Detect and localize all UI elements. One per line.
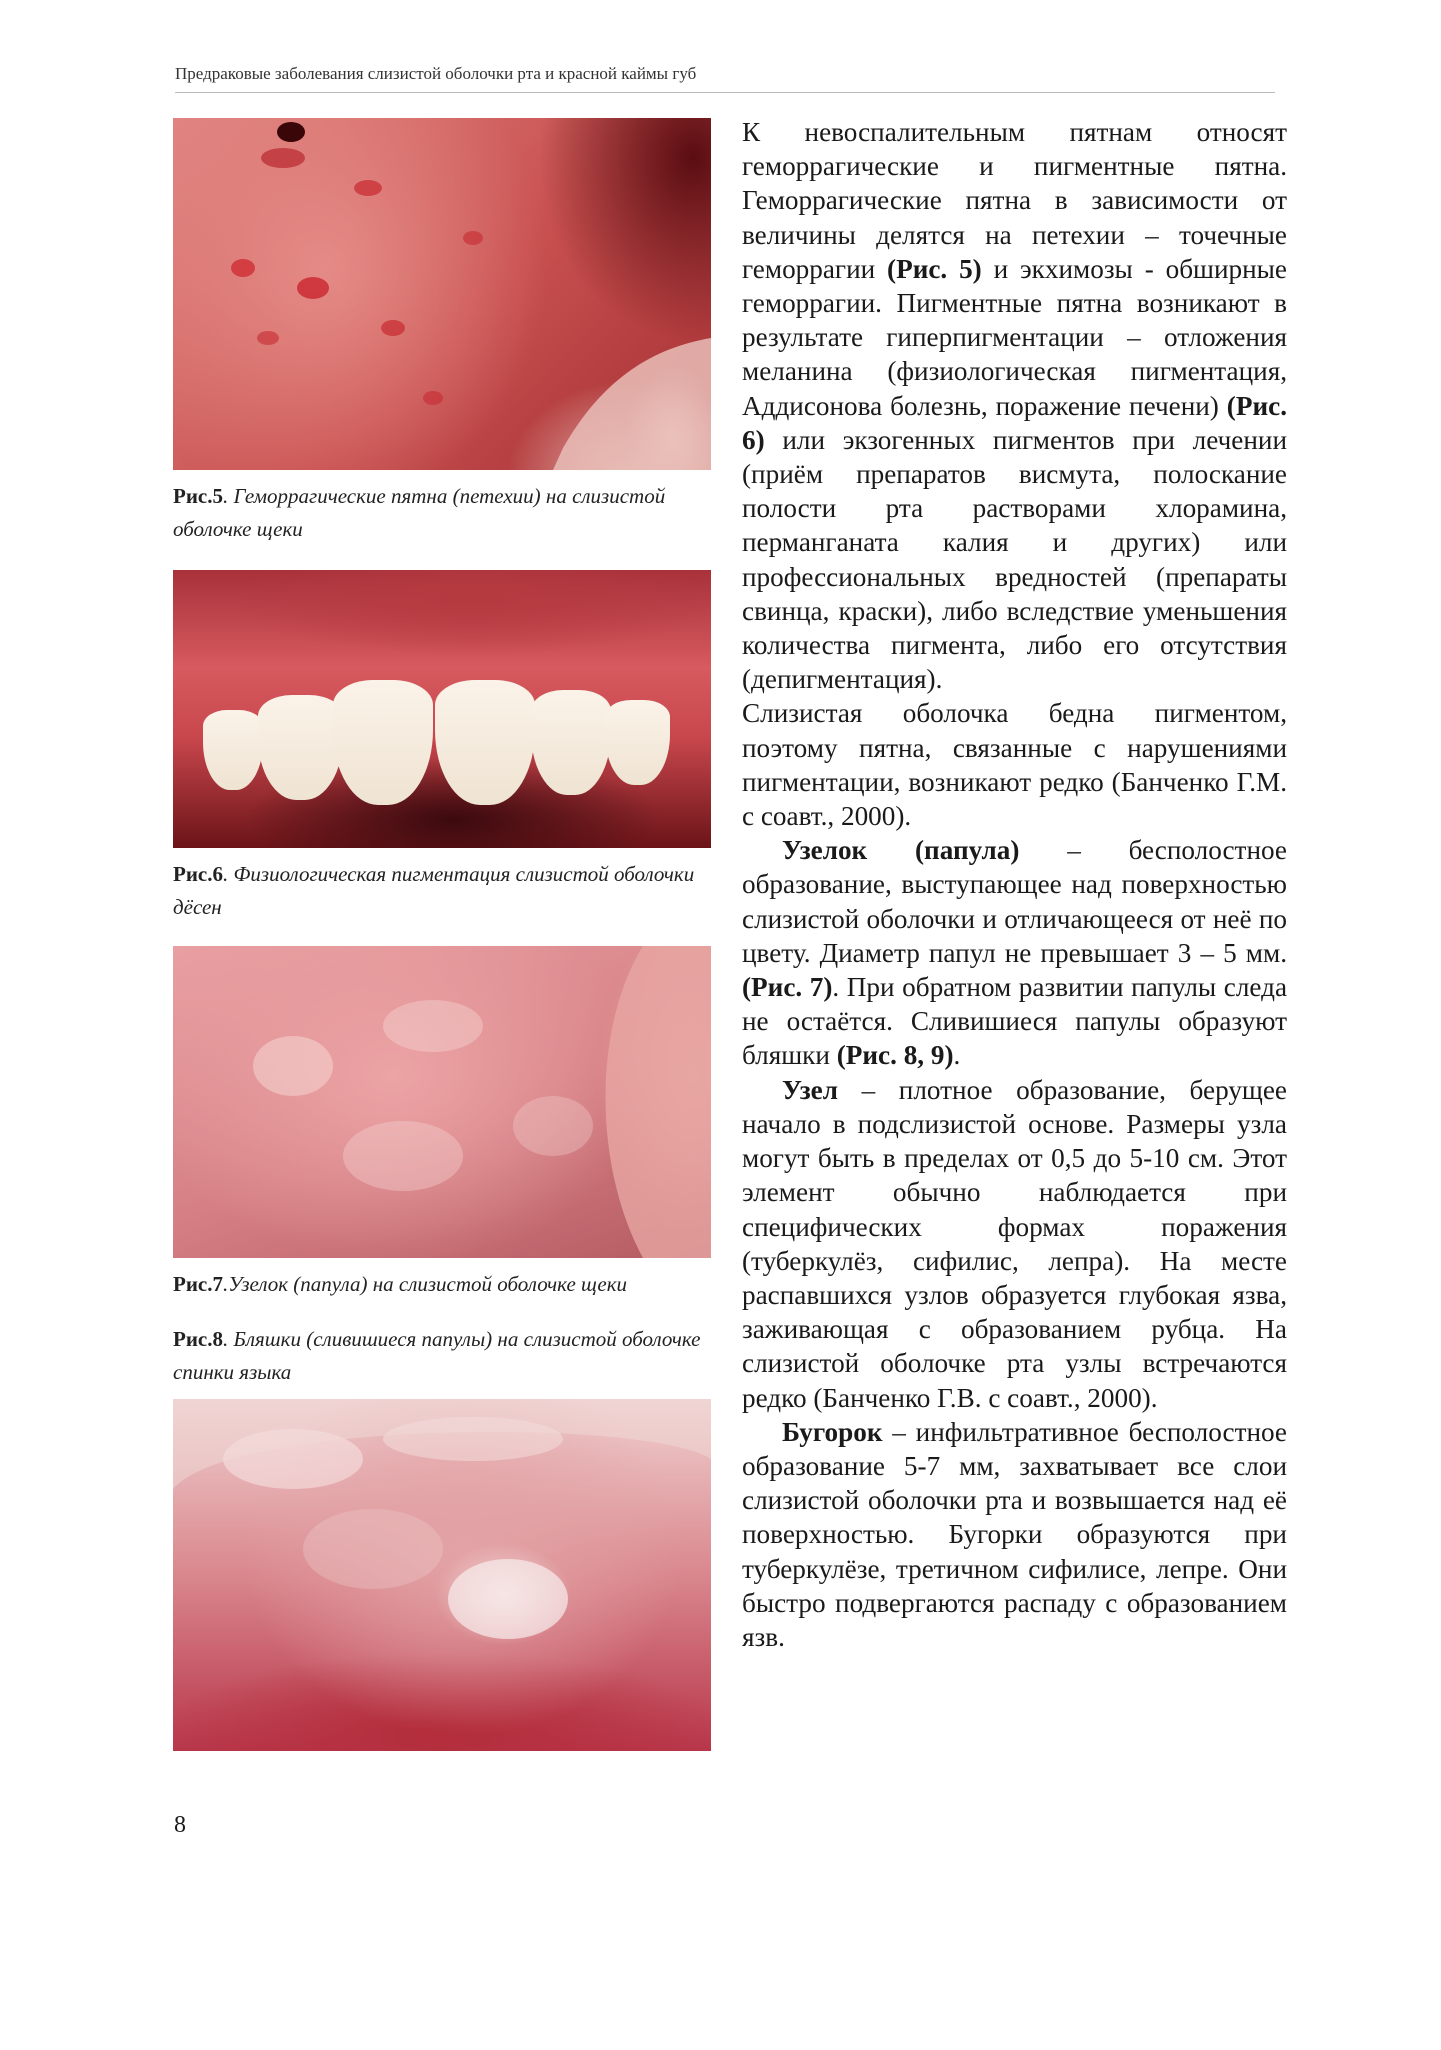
figure-8-text: . Бляшки (сливишиеся папулы) на слизистой оболочке спинки языка — [173, 1327, 701, 1384]
paragraph-5 — [742, 1415, 1287, 1654]
photo-petechiae-cheek — [173, 118, 711, 470]
figure-8-label: Рис.8 — [173, 1327, 223, 1351]
p3-ref-fig7: (Рис. 7) — [742, 972, 833, 1003]
tooth-3 — [333, 680, 433, 805]
paragraph-4 — [742, 1073, 1287, 1415]
photo-papule-cheek — [173, 946, 711, 1258]
tooth-5 — [531, 690, 611, 795]
figure-5-caption — [173, 470, 711, 546]
figure-7 — [173, 946, 711, 1301]
running-head: Предраковые заболевания слизистой оболочки рта и красной каймы губ — [175, 64, 697, 83]
figure-5 — [173, 118, 711, 546]
petechiae-marks — [173, 118, 711, 470]
p1-text-e: или экзогенных пигментов при лечении (приём препаратов висмута, полоскание полости рта растворами хлорамина, перманганата калия и других) или профессиональных вредностей (препараты свинца, краски), либо вследствие уменьшения количества пигмента, либо его отсутствия (депигментация). — [742, 424, 1287, 695]
plaque-marks — [173, 1399, 711, 1751]
term-node: Узел — [782, 1074, 838, 1105]
figure-5-text: . Геморрагические пятна (петехии) на слизистой оболочке щеки — [173, 484, 666, 541]
tooth-2 — [258, 695, 343, 800]
figure-6-label: Рис.6 — [173, 862, 223, 886]
p5-text: – инфильтративное бесполостное образование 5-7 мм, захватывает все слои слизистой оболочки рта и возвышается над её поверхностью. Бугорки образуются при туберкулёзе, третичном сифилисе, лепре. Они быстро подвергаются распаду с образованием язв. — [742, 1416, 1287, 1652]
figure-7-text: .Узелок (папула) на слизистой оболочке щеки — [223, 1272, 628, 1296]
paragraph-2: Слизистая оболочка бедна пигментом, поэтому пятна, связанные с нарушениями пигментации, возникают редко (Банченко Г.М. с соавт., 2000). — [742, 698, 1287, 832]
figure-7-caption — [173, 1258, 711, 1301]
p3-text-e: . — [953, 1040, 961, 1071]
photo-tongue-plaques — [173, 1399, 711, 1751]
tooth-4 — [435, 680, 535, 805]
term-tubercle: Бугорок — [782, 1416, 883, 1447]
term-papule: Узелок (папула) — [782, 835, 1020, 866]
page-number: 8 — [174, 1812, 186, 1838]
body-text — [742, 115, 1287, 1654]
p1-ref-fig6: (Рис. 6) — [742, 390, 1287, 455]
p1-text-c: и экхимозы - обширные геморрагии. Пигментные пятна возникают в результате гиперпигментации – отложения меланина (физиологическая пигментация, Аддисонова болезнь, поражение печени) — [742, 253, 1287, 421]
p1-ref-fig5: (Рис. 5) — [887, 253, 982, 284]
p1-text-a: К невоспалительным пятнам относят геморрагические и пигментные пятна. Геморрагические пятна в зависимости от величины делятся на петехии – точечные геморрагии — [742, 117, 1287, 284]
header-rule — [175, 92, 1275, 93]
p4-text: – плотное образование, берущее начало в подслизистой основе. Размеры узла могут быть в пределах от 0,5 до 5-10 см. Этот элемент обычно наблюдается при специфических формах поражения (туберкулёз, сифилис, лепра). На месте распавшихся узлов образуется глубокая язва, заживающая с образованием рубца. На слизистой оболочке рта узлы встречаются редко (Банченко Г.В. с соавт., 2000). — [742, 1074, 1287, 1413]
tooth-1 — [203, 710, 263, 790]
figure-6-text: . Физиологическая пигментация слизистой оболочки дёсен — [173, 862, 695, 919]
papule-marks — [173, 946, 711, 1258]
figure-8 — [173, 1323, 711, 1751]
figure-7-label: Рис.7 — [173, 1272, 223, 1296]
paragraph-1 — [742, 115, 1287, 696]
figure-6 — [173, 570, 711, 924]
p3-text-a: – бесполостное образование, выступающее над поверхностью слизистой оболочки и отличающееся от неё по цвету. Диаметр папул не превышает 3 – 5 мм. — [742, 835, 1287, 968]
p3-text-c: . При обратном развитии папулы следа не остаётся. Сливишиеся папулы образуют бляшки — [742, 972, 1288, 1071]
figure-6-caption — [173, 848, 711, 924]
paragraph-3 — [742, 833, 1287, 1072]
tooth-6 — [605, 700, 670, 785]
figures-column — [173, 118, 711, 1751]
figure-5-label: Рис.5 — [173, 484, 223, 508]
figure-8-caption — [173, 1323, 711, 1399]
photo-gum-pigmentation — [173, 570, 711, 848]
p3-ref-fig8-9: (Рис. 8, 9) — [836, 1040, 954, 1071]
